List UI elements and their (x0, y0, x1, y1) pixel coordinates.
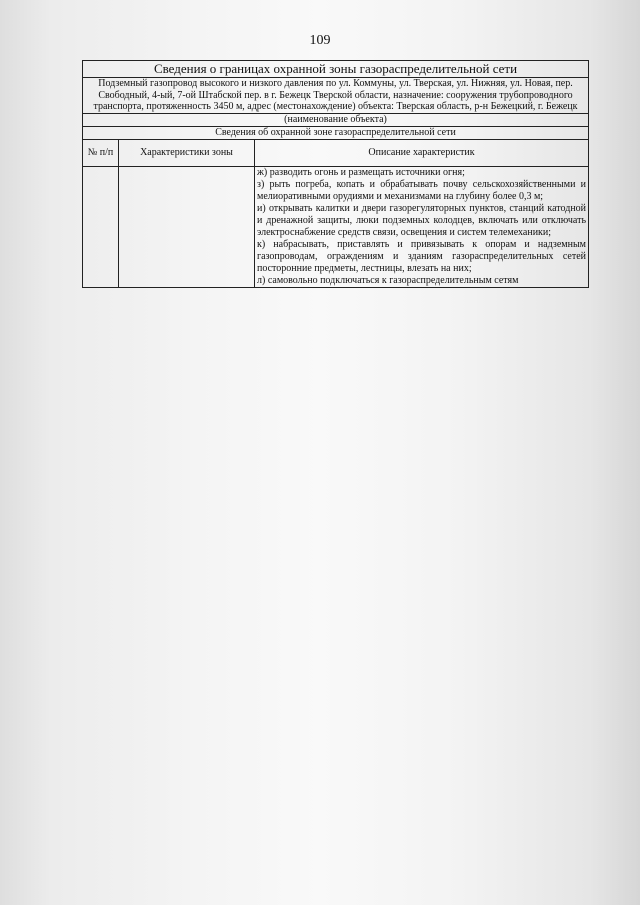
description-item: к) набрасывать, приставлять и привязывать к опорам и надземным газопроводам, ограждениям и зданиям газораспределительных сетей посторонние предметы, лестницы, влезать на них; (257, 238, 587, 274)
row-number-cell (83, 166, 119, 287)
section-title: Сведения об охранной зоне газораспределительной сети (83, 126, 589, 139)
description-item: л) самовольно подключаться к газораспределительным сетям (257, 274, 519, 286)
description-item: и) открывать калитки и двери газорегуляторных пунктов, станций катодной и дренажной защиты, люки подземных колодцев, включать или отключать электроснабжение средств связи, освещения и систем телемеханики; (257, 202, 587, 238)
page-number: 109 (309, 33, 331, 48)
row-description-cell (255, 166, 589, 287)
protection-zone-table (82, 60, 589, 288)
object-caption: (наименование объекта) (83, 113, 589, 126)
table-title: Сведения о границах охранной зоны газораспределительной сети (83, 61, 589, 78)
column-header-description: Описание характеристик (255, 139, 589, 166)
description-item: ж) разводить огонь и размещать источники огня; (257, 166, 465, 178)
table-row (83, 166, 589, 287)
description-item: з) рыть погреба, копать и обрабатывать почву сельскохозяйственными и мелиоративными орудиями и механизмами на глубину более 0,3 м; (257, 178, 587, 202)
column-header-characteristics: Характеристики зоны (119, 139, 255, 166)
column-header-number: № п/п (83, 139, 119, 166)
object-description: Подземный газопровод высокого и низкого давления по ул. Коммуны, ул. Тверская, ул. Нижняя, ул. Новая, пер. Свободный, 4-ый, 7-ой Штабской пер. в г. Бежецк Тверской области, назначение: сооружения трубопроводного транспорта, протяженность 3450 м, адрес (местонахождение) объекта: Тверская область, р-н Бежецкий, г. Бежецк (83, 78, 589, 114)
row-characteristic-cell (119, 166, 255, 287)
